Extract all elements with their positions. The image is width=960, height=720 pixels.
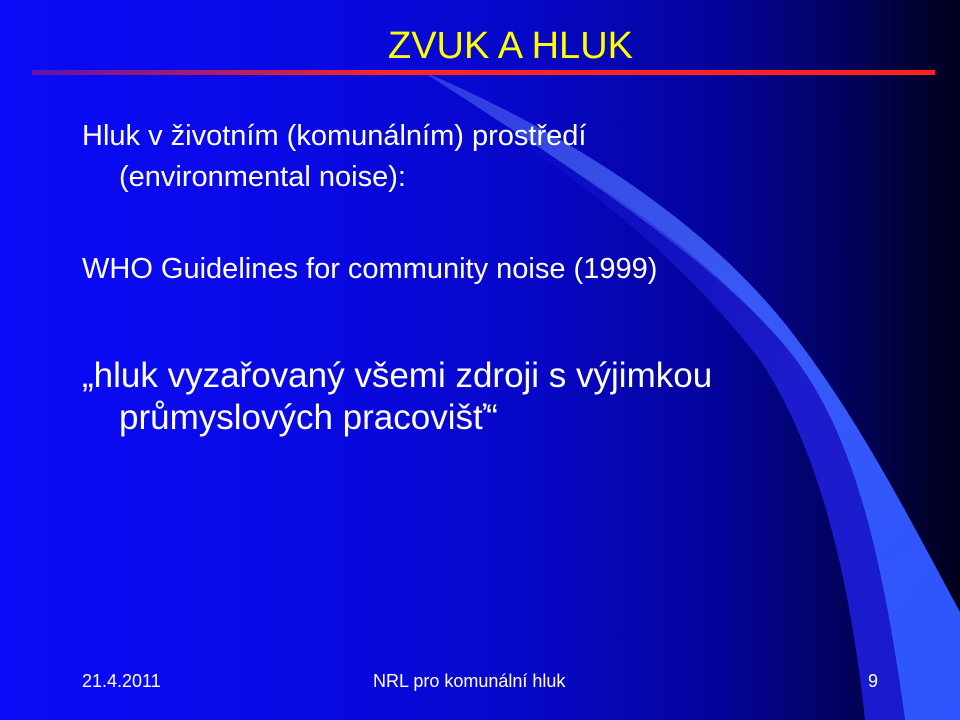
bullet-line-3: WHO Guidelines for community noise (1999) [82,253,658,285]
slide-title: ZVUK A HLUK [388,25,633,67]
bullet-line-1: Hluk v životním (komunálním) prostředí [82,120,587,152]
quote-line-2: průmyslových pracovišť“ [119,398,498,437]
title-underline [32,70,935,75]
footer-page-number: 9 [868,671,879,691]
quote-line-1: „hluk vyzařovaný všemi zdroji s výjimkou [82,356,713,395]
bullet-line-2: (environmental noise): [119,161,406,193]
footer-date: 21.4.2011 [82,671,161,691]
footer-center-text: NRL pro komunální hluk [373,671,566,691]
